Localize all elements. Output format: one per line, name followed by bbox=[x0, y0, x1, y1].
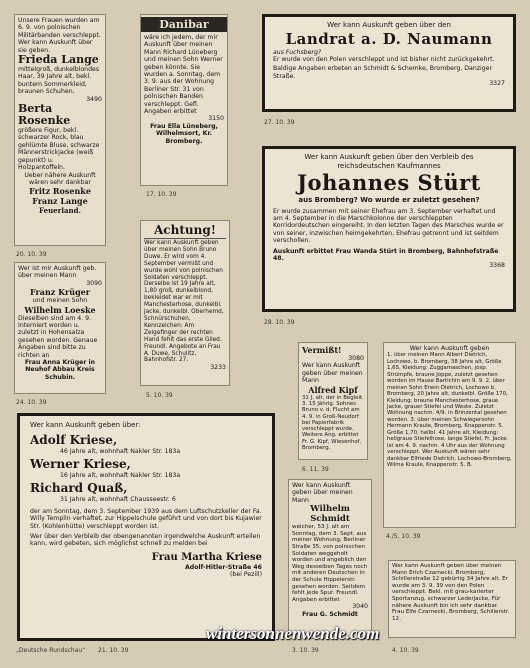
clip-date: 4. 10. 39 bbox=[392, 647, 419, 654]
clipping-lange-rosenke bbox=[14, 14, 106, 246]
missing-name: Richard Quaß, bbox=[30, 481, 128, 496]
missing-name: Berta Rosenke bbox=[18, 102, 71, 128]
ad-number: 3490 bbox=[86, 95, 102, 103]
body-text: der am Sonntag, dem 3. September 1939 aus dem Luftschutzkeller der Fa. Willy Templin verhaftet, zur Hippelschule geführt und von dort bis Kujawier Str. (Kohlenhütte) verschleppt worden ist. bbox=[30, 507, 262, 530]
connector-text: und meinen Sohn bbox=[32, 297, 88, 305]
clipping-stuert bbox=[262, 146, 516, 312]
clip-date: 17. 10. 39 bbox=[146, 191, 177, 198]
intro-text: Wer kann Auskunft geben über meinen Mann bbox=[302, 362, 363, 385]
missing-name: Wilhelm Schmidt bbox=[310, 504, 350, 525]
signature: Fritz Rosenke bbox=[29, 186, 91, 197]
ad-number: 3233 bbox=[210, 364, 226, 372]
missing-name: Adolf Kriese, bbox=[30, 432, 118, 447]
clip-date: 20. 10. 39 bbox=[16, 251, 47, 258]
origin-text: aus Fuchsberg? bbox=[273, 48, 322, 56]
body-text: 31 J. alt, der in Begleit. 3. 15 jährig. Sohnes Bruno v. d. Flucht am 4. 9. in Groß-Neudorf bei Papierfabrik verschleppt wurde. Weitere Ang. erbittet Fr. G. Kipf, Wiesenhof, Bromberg. bbox=[302, 394, 364, 451]
clipping-schmidt bbox=[288, 479, 372, 639]
site-watermark: wintersonnenwende.com bbox=[206, 624, 380, 643]
body-text: wäre ich jedem, der mir Auskunft über meinen Mann Richard Lüneberg und meinen Sohn Werner geben könnte. Sie wurden a. Sonntag, dem 3. 9. aus der Wohnung Berliner Str. 31 von polnischen Banden verschleppt. Gefl. Angaben erbittet bbox=[144, 34, 223, 116]
clip-date: 4./5. 10. 39 bbox=[386, 533, 421, 540]
body-text: welcher, 53 J. alt am Sonntag, dem 3. Sept. aus meiner Wohnung, Berliner Straße 35, von polnischen Soldaten weggeholt worden und angeblich den Weg desselben Tages noch mit anderen Deutschen in der Schule Hippelerstr. gesehen worden. Seitdem fehlt jede Spur. Freundl. Angaben erbittet bbox=[292, 524, 368, 603]
signature: Franz Lange bbox=[32, 196, 88, 207]
signature: Frau Ella Lüneberg, Wilhelmsort, Kr. Bromberg. bbox=[150, 122, 218, 145]
ad-number: 3150 bbox=[208, 115, 224, 123]
clip-date: 28. 10. 39 bbox=[264, 319, 295, 326]
clipping-kipf bbox=[298, 342, 368, 460]
intro-text: Wer ist mir Auskunft geb. über meinen Mann bbox=[18, 265, 97, 280]
person-details: 16 Jahre alt, wohnhaft Nakler Str. 183a bbox=[60, 471, 181, 479]
contact-text: Auskunft erbittet Frau Wanda Stürt in Bromberg, Bahnhofstraße 48. bbox=[273, 247, 499, 262]
missing-name: Franz Krüger bbox=[30, 287, 90, 298]
intro-text: Unsere Frauen wurden am 6. 9. von polnischen Militärbanden verschleppt. Wer kann Auskunft über sie geben. bbox=[18, 17, 101, 54]
ad-number: 3040 bbox=[352, 603, 368, 611]
missing-name: Wilhelm Loeske bbox=[24, 304, 96, 315]
signature: Frau Martha Kriese bbox=[151, 551, 262, 563]
person-details: 31 Jahre alt, wohnhaft Chausseestr. 6 bbox=[60, 496, 176, 504]
contact-text: Baldige Angaben erbeten an Schmidt & Schemke, Bromberg, Danziger Straße. bbox=[273, 65, 493, 80]
clip-date: 24. 10. 39 bbox=[16, 399, 47, 406]
clipping-czarnecki bbox=[388, 560, 516, 638]
body-text: Wer über den Verbleib der obengenannten irgendwelche Auskunft erteilen kann, wird gebeten, sich möglichst schnell zu melden bei bbox=[30, 532, 261, 548]
signature: Frau G. Schmidt bbox=[302, 610, 358, 618]
body-text: Dieselben sind am 4. 9. Interniert worden u. zuletzt in Hohensalza gesehen worden. Genaue Angaben sind bitte zu richten an bbox=[18, 314, 98, 359]
clipping-naumann bbox=[262, 14, 516, 112]
ad-number: 3327 bbox=[489, 80, 505, 88]
body-text: Wer kann Auskunft geben über meinen Mann Erich Czarnecki, Bromberg, Schillerstraße 12 gebürtig 34 Jahre alt. Er wurde am 3. 9. 39 von den Polen verschleppt. Bekl. mit grau-karierter Sportanzug, schwarzer Lederjacke, Für nähere Auskunft bin ich sehr dankbar. Frau Elfe Czarnecki, Bromberg, Schillerstr. 12. bbox=[392, 563, 510, 622]
clipping-krueger bbox=[14, 262, 106, 394]
question-text: aus Bromberg? Wo wurde er zuletzt gesehen? bbox=[298, 196, 480, 204]
clip-title: Achtung! bbox=[144, 223, 226, 239]
clip-date: 21. 10. 39 bbox=[98, 647, 129, 654]
address: Adolf-Hitler-Straße 46 bbox=[185, 563, 262, 571]
body-text: Er wurde zusammen mit seiner Ehefrau am 3. September verhaftet und am 4. September in die Marschkolonne der verschleppten Korridordeutschen eingereiht. In den letzten Tagen des Marsches wurde er von seiner, inzwischen heimgekehrten, Ehefrau getrennt und ist seitdem verschollen. bbox=[273, 207, 504, 245]
clipping-lueneberg bbox=[140, 14, 228, 186]
intro-text: Wer kann Auskunft geben über: bbox=[30, 421, 141, 429]
description-text: mittelgroß, dunkelblondes Haar, 39 Jahre alt, bekl. buntem Sommerkleid, braunen Schuhen, bbox=[18, 66, 100, 96]
person-details: 46 Jahre alt, wohnhaft Nakler Str. 183a bbox=[60, 447, 181, 455]
ad-number: 3080 bbox=[348, 355, 364, 362]
body-text: Er wurde von den Polen verschleppt und ist bisher nicht zurückgekehrt. bbox=[273, 55, 495, 63]
clip-date: 6. 11. 39 bbox=[302, 466, 329, 473]
description-text: größere Figur, bekl. schwarzer Rock, blau gehlümte Bluse, schwarze Männerstrickjacke (weiß gepunkt) u. Holzpantoffeln. bbox=[18, 127, 100, 172]
ad-number: 3368 bbox=[489, 262, 505, 270]
missing-name: Landrat a. D. Naumann bbox=[285, 29, 493, 48]
intro-text: reichsdeutschen Kaufmannes bbox=[337, 161, 441, 170]
clip-title: Vermißt! bbox=[302, 345, 342, 355]
outro-text: Ueber nähere Auskunft wären sehr dankbar bbox=[24, 171, 96, 186]
intro-text: Wer kann Auskunft geben über meinen Mann bbox=[292, 482, 353, 504]
intro-text: Wer kann Auskunft geben über den Verbleib des bbox=[304, 153, 474, 161]
ad-number: 3090 bbox=[86, 279, 102, 287]
body-text: 1. über meinen Mann Albert Dietrich, Lochowo, b. Bromberg, 38 Jahre alt, Größe 1,65, Kleidung: Zuggamaschen, josp. Strümpfe, braune Joppe, zuletzt gesehen worden im Hause Bartichin am 9. 9. 2. über meinen Sohn Erwin Dietrich, Lochowo b. Bromberg, 20 Jahre alt, dunkelbl. Größe 170, Kleidung: braune Manchesterhose, graue Jacke, grauer Stiefel und Weste. Zuletzt Wohnung nachm. 4/9. in Brinzental gesehen worden. 3. über meinen Schwiegersohn Hermann Kraule, Bromberg, Knappenstr. 5. Größe 1,70, hellbl. 41 Jahre alt, Kleidung: hellgraue Stiefelhose, lange Stiefel, Fr. Jacke. Ist am 4. 9. nachm. 4 Uhr aus der Wohnung verschleppt. Wer Auskunft wären sehr dankbar Elfriede Dietrich, Lochowo-Bromberg, Wilma Kraule, Knappenstr. 5. B. bbox=[387, 352, 512, 469]
body-text: Wer kann Auskunft geben über meinen Sohn Bruno Duwe. Er wird vom 4. September vermißt und wurde wohl von polnischen Soldaten verschleppt. Derselbe ist 19 Jahre alt, 1,80 groß, dunkelblond, bekleidet war er mit Manchesterhose, dunkelbl. Jacke, dunkelbl. Oberhemd, Schnürschuhen, Kennzeichen: Am Zeigefinger der rechten Hand fehlt das erste Glied. Freundl. Angebote an Frau A. Duwe, Schulitz, Bahnhofstr. 27. bbox=[144, 240, 224, 364]
intro-text: Wer kann Auskunft geben bbox=[409, 345, 490, 352]
clip-title: Danibar bbox=[141, 17, 227, 32]
newspaper-source: „Deutsche Rundschau“ bbox=[16, 647, 86, 654]
signature: Frau Anna Krüger in Neuhof Abbau Kreis Schubin. bbox=[24, 359, 96, 381]
clipping-duwe bbox=[140, 220, 230, 386]
intro-text: Wer kann Auskunft geben über den bbox=[327, 21, 451, 29]
clip-date: 5. 10. 39 bbox=[146, 392, 173, 399]
clipping-kriese bbox=[17, 413, 275, 641]
clip-date: 3. 10. 39 bbox=[292, 647, 319, 654]
address-note: (bei Pezill) bbox=[230, 571, 262, 579]
place: Feuerland. bbox=[39, 206, 81, 216]
missing-name: Werner Kriese, bbox=[30, 456, 131, 471]
clipping-dietrich bbox=[383, 342, 516, 528]
missing-name: Alfred Kipf bbox=[308, 384, 358, 395]
clip-date: 27. 10. 39 bbox=[264, 119, 295, 126]
missing-name: Johannes Stürt bbox=[297, 170, 481, 195]
missing-name: Frieda Lange bbox=[18, 53, 99, 67]
